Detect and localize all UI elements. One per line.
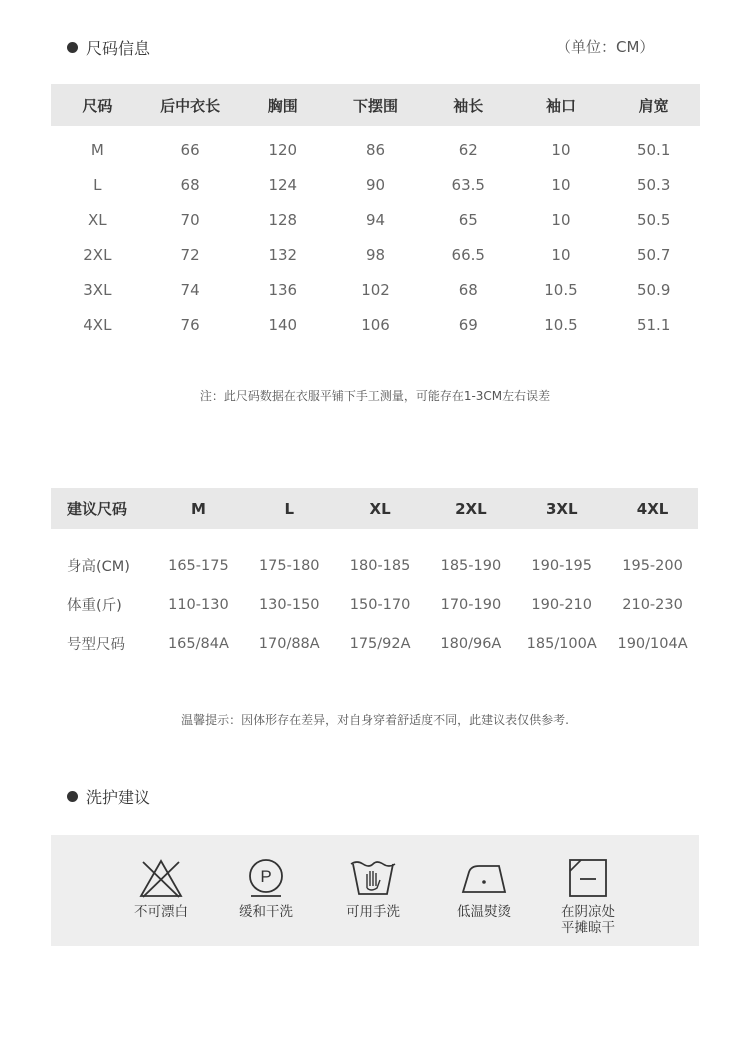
table-cell: 4XL [83, 315, 112, 334]
table-row [51, 132, 700, 167]
care-label: 在阴凉处 平摊晾干 [561, 904, 615, 936]
table-cell: 10 [551, 245, 571, 264]
unit-label: （单位：CM） [556, 38, 655, 56]
table-cell: 210-230 [622, 596, 683, 613]
table-row [51, 307, 700, 342]
table-cell: 身高(CM) [67, 559, 130, 575]
table-cell: 68 [458, 280, 478, 299]
table-cell: 132 [268, 245, 298, 264]
table-cell: 号型尺码 [67, 637, 125, 653]
table-cell: 185-190 [440, 557, 502, 574]
table-row [51, 546, 698, 585]
table-cell: 10.5 [544, 315, 578, 334]
recommend-table-body [51, 546, 698, 663]
table-cell: 94 [365, 210, 386, 229]
recommend-table [51, 488, 698, 663]
table-cell: 10.5 [544, 280, 578, 299]
care-label: 不可漂白 [134, 904, 188, 920]
table-cell: 120 [268, 140, 298, 159]
table-cell: 50.9 [636, 280, 671, 299]
recommend-table-header-cell: XL [369, 499, 391, 518]
table-cell: 68 [180, 175, 200, 194]
table-cell: 185/100A [526, 635, 597, 652]
table-cell: 190-210 [531, 596, 593, 613]
size-table-header-cell: 肩宽 [638, 96, 669, 115]
care-label: 缓和干洗 [239, 904, 293, 920]
table-cell: 150-170 [349, 596, 411, 613]
table-cell: 50.5 [636, 210, 671, 229]
recommend-table-header [51, 488, 698, 529]
table-row [51, 624, 698, 663]
table-cell: 体重(斤) [67, 598, 122, 614]
svg-text:P: P [260, 867, 272, 886]
care-title [67, 785, 150, 808]
table-cell: 165-175 [168, 557, 229, 574]
no-bleach-icon [138, 857, 184, 899]
table-cell: 170/88A [258, 635, 320, 652]
table-cell: 76 [180, 315, 200, 334]
size-table-header-cell: 袖口 [545, 96, 576, 115]
table-cell: 190/104A [617, 635, 688, 652]
size-table-header-cell: 下摆围 [353, 96, 399, 115]
table-cell: 130-150 [258, 596, 320, 613]
recommend-note: 温馨提示：因体形存在差异，对自身穿着舒适度不同，此建议表仅供参考. [181, 713, 569, 727]
table-cell: 62 [458, 140, 478, 159]
size-note: 注：此尺码数据在衣服平铺下手工测量，可能存在1-3CM左右误差 [199, 389, 551, 403]
table-cell: 50.3 [636, 175, 671, 194]
table-cell: XL [88, 210, 107, 229]
table-cell: 10 [551, 210, 571, 229]
table-cell: 90 [365, 175, 386, 194]
care-title-text: 洗护建议 [86, 788, 151, 807]
table-cell: 180-185 [349, 557, 411, 574]
bullet-dot-icon [67, 791, 78, 802]
care-box [51, 835, 699, 946]
care-item-dry-flat [543, 835, 633, 936]
care-label: 低温熨烫 [457, 904, 511, 920]
table-cell: 136 [268, 280, 298, 299]
care-item-iron [439, 835, 529, 920]
recommend-table-header-cell: 4XL [636, 499, 669, 518]
table-cell: L [93, 175, 102, 194]
table-cell: 175-180 [258, 557, 320, 574]
table-cell: 102 [361, 280, 390, 299]
bullet-dot-icon [67, 42, 78, 53]
table-cell: 69 [458, 315, 478, 334]
iron-low-icon [459, 857, 509, 899]
table-cell: 3XL [83, 280, 112, 299]
table-cell: 110-130 [168, 596, 229, 613]
table-cell: 2XL [83, 245, 112, 264]
size-table [51, 84, 700, 342]
recommend-table-header-cell: 2XL [455, 499, 487, 518]
table-row [51, 237, 700, 272]
table-cell: 10 [551, 140, 571, 159]
table-row [51, 202, 700, 237]
table-cell: 106 [361, 315, 390, 334]
table-cell: 66.5 [451, 245, 485, 264]
dry-flat-shade-icon [567, 857, 609, 899]
recommend-table-header-cell: 3XL [545, 499, 578, 518]
table-cell: 190-195 [531, 557, 593, 574]
table-cell: 65 [458, 210, 478, 229]
recommend-table-header-cell: 建议尺码 [67, 500, 128, 518]
table-row [51, 272, 700, 307]
recommend-table-header-cell: M [190, 499, 206, 518]
table-cell: 51.1 [636, 315, 671, 334]
table-cell: 86 [365, 140, 386, 159]
table-cell: 63.5 [451, 175, 485, 194]
table-cell: 128 [268, 210, 298, 229]
table-cell: 175/92A [349, 635, 411, 652]
table-cell: 10 [551, 175, 571, 194]
table-cell: 72 [180, 245, 200, 264]
size-table-header-cell: 后中衣长 [160, 96, 221, 115]
table-cell: 124 [268, 175, 298, 194]
table-cell: M [90, 140, 104, 159]
table-row [51, 585, 698, 624]
table-cell: 50.1 [636, 140, 671, 159]
recommend-table-header-cell: L [284, 499, 295, 518]
care-item-hand-wash [328, 835, 418, 920]
table-cell: 70 [180, 210, 200, 229]
table-cell: 66 [180, 140, 200, 159]
care-label: 可用手洗 [346, 904, 400, 920]
care-item-dry-clean [221, 835, 311, 920]
care-item-no-bleach [116, 835, 206, 920]
size-table-body [51, 132, 700, 342]
hand-wash-icon [349, 857, 397, 899]
table-row [51, 167, 700, 202]
table-cell: 98 [365, 245, 386, 264]
table-cell: 50.7 [636, 245, 671, 264]
table-cell: 180/96A [440, 635, 502, 652]
table-cell: 74 [180, 280, 200, 299]
table-cell: 165/84A [167, 635, 229, 652]
table-cell: 140 [268, 315, 298, 334]
size-info-title-text: 尺码信息 [86, 39, 151, 58]
table-cell: 170-190 [440, 596, 502, 613]
dry-clean-p-icon [246, 857, 286, 899]
size-table-header-cell: 尺码 [82, 96, 113, 115]
size-table-header [51, 84, 700, 126]
size-info-title [67, 36, 150, 59]
size-table-header-cell: 胸围 [267, 96, 298, 115]
table-cell: 195-200 [622, 557, 683, 574]
size-table-header-cell: 袖长 [453, 96, 484, 115]
